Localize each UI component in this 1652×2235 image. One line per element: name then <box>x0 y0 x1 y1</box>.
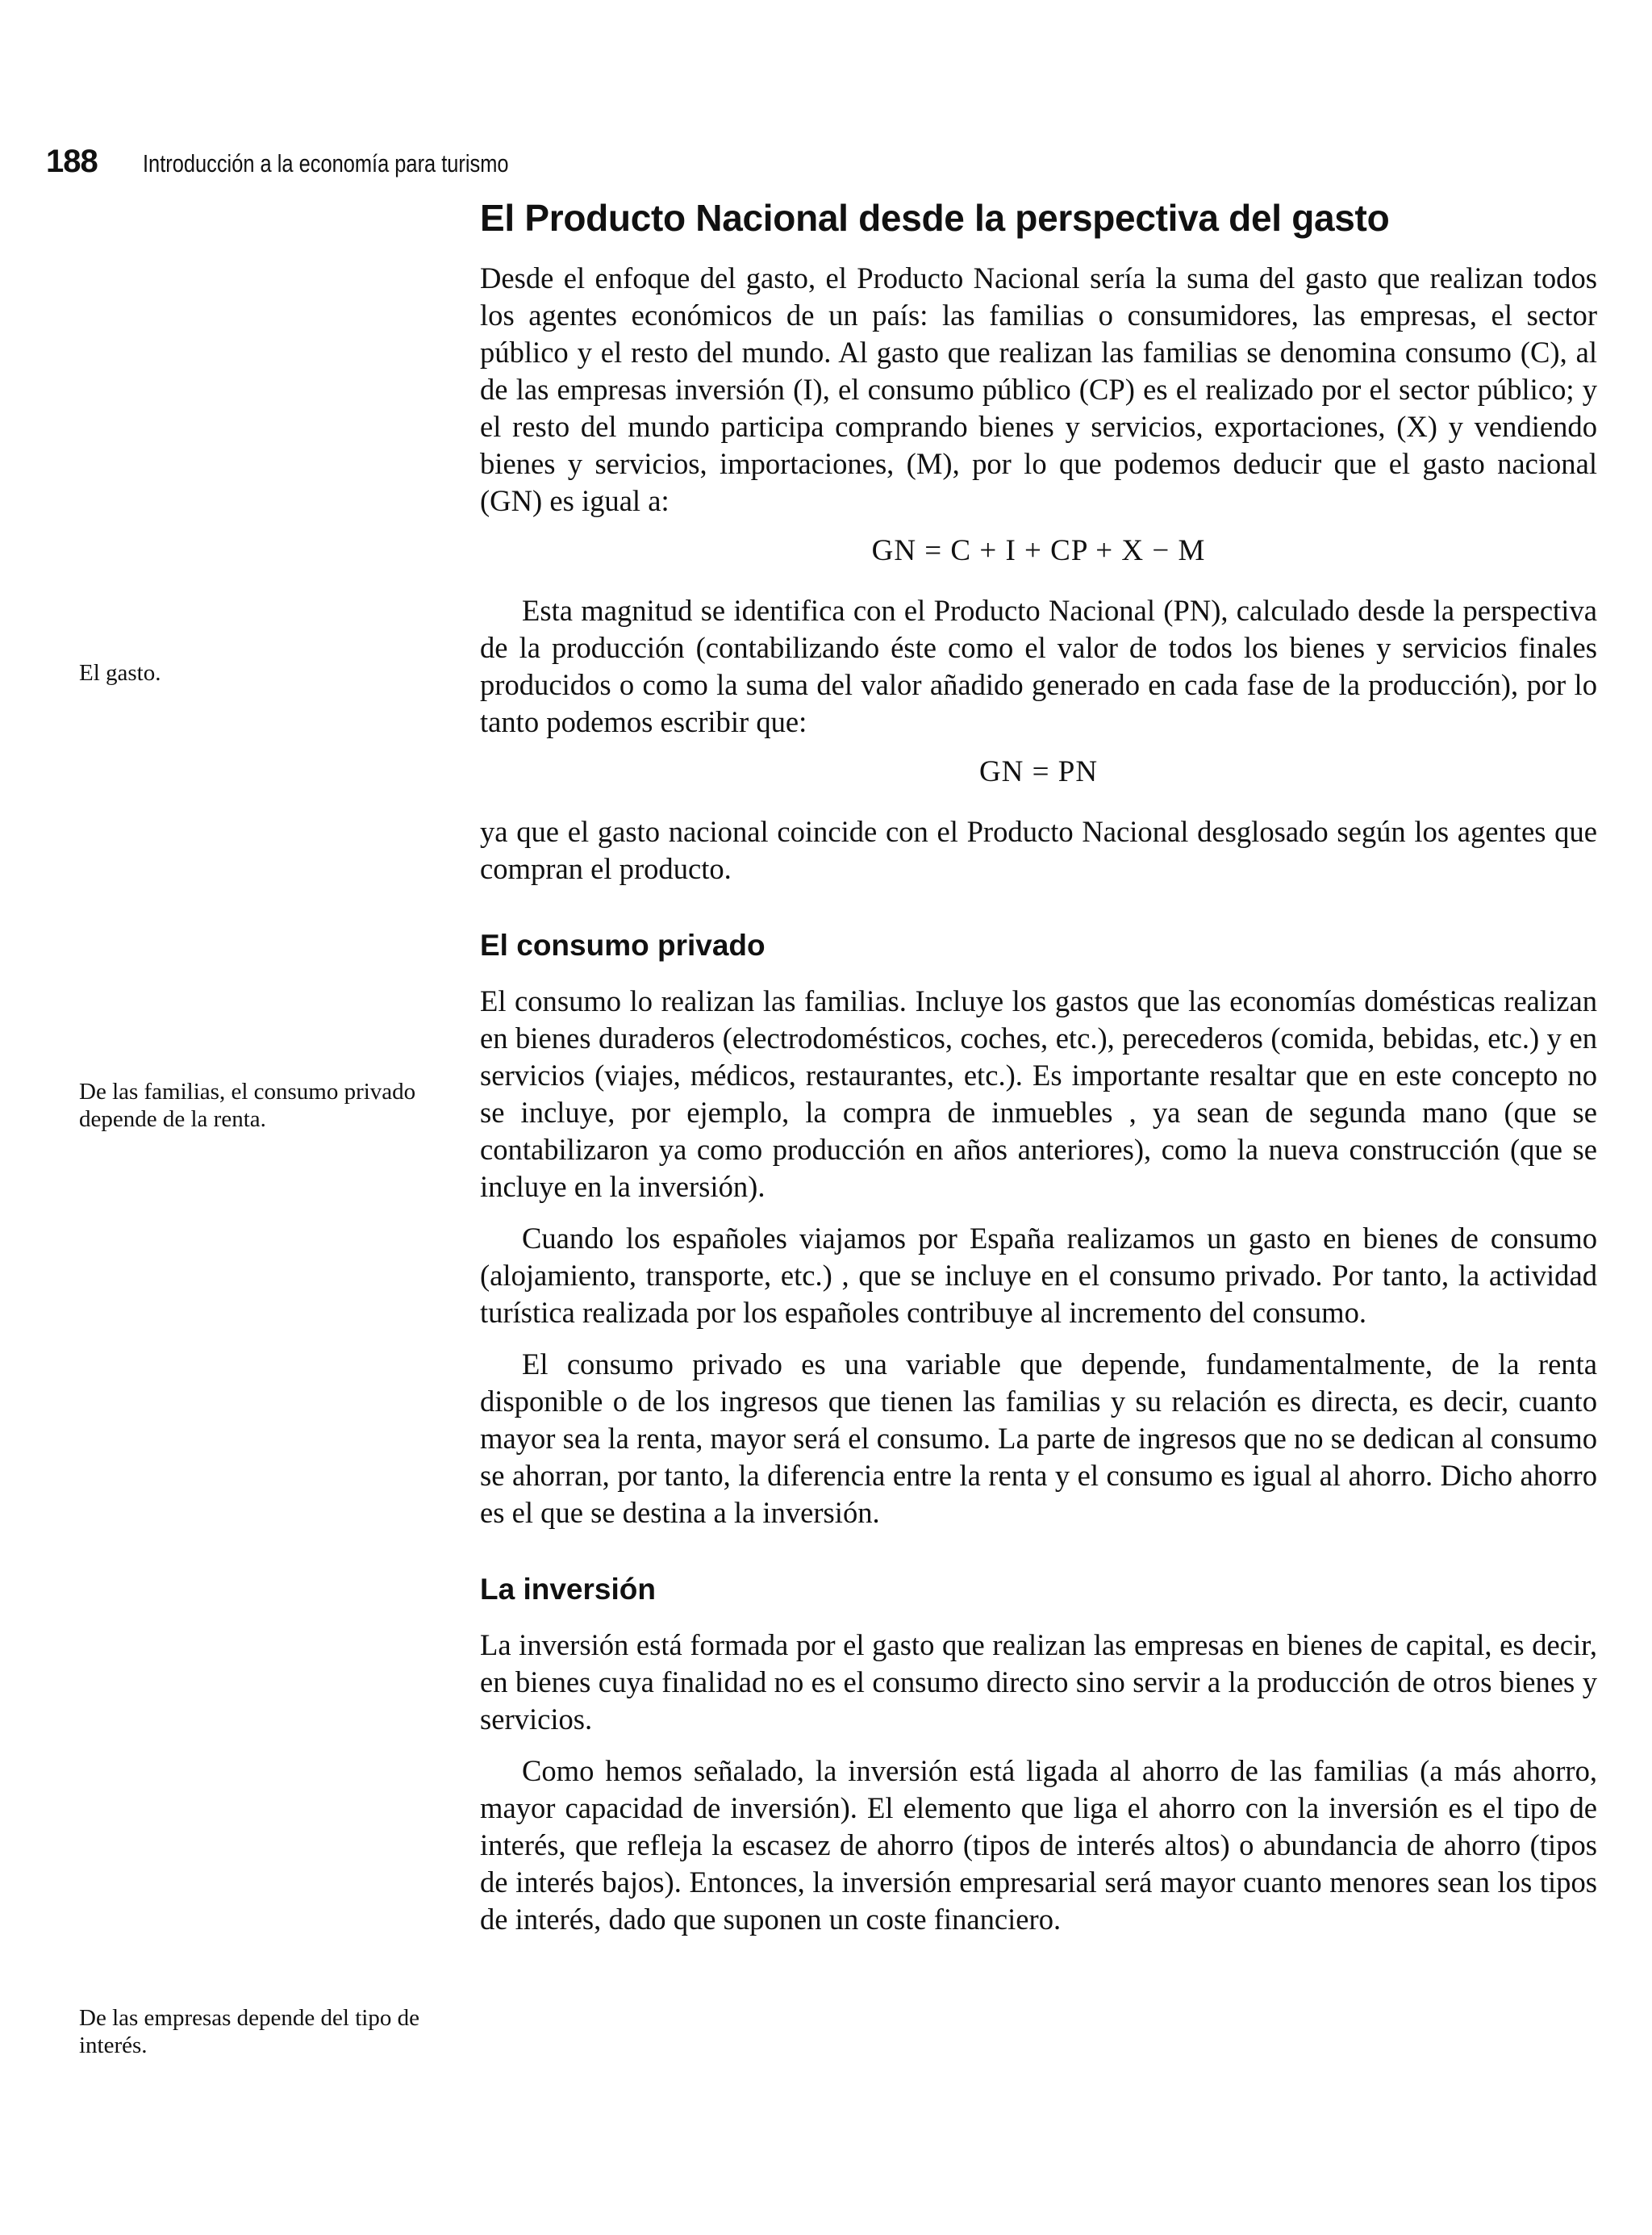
subsection-title-consumo: El consumo privado <box>480 929 766 962</box>
margin-note-inversion: De las empresas depende del tipo de interés. <box>79 2005 419 2058</box>
main-text-column <box>480 194 1597 1938</box>
paragraph-producto-nacional: Esta magnitud se identifica con el Producto Nacional (PN), calculado desde la perspectiva de la producción (contabilizando éste como el valor de todos los bienes y servicios finales producidos o como la suma del valor añadido generado en cada fase de la producción), por lo tanto podemos escribir que: <box>480 594 1597 738</box>
paragraph-consumo-3: El consumo privado es una variable que depende, fundamentalmente, de la renta disponible o de los ingresos que tienen las familias y su relación es directa, es decir, cuanto mayor sea la renta, mayor será el consumo. La parte de ingresos que no se dedican al consumo se ahorran, por tanto, la diferencia entre la renta y el consumo es igual al ahorro. Dicho ahorro es el que se destina a la inversión. <box>480 1347 1597 1529</box>
paragraph-consumo-1: El consumo lo realizan las familias. Incluye los gastos que las economías domésticas realizan en bienes duraderos (electrodomésticos, coches, etc.), perecederos (comida, bebidas, etc.) y en servicios (viajes, médicos, restaurantes, etc.). Es importante resaltar que en este concepto no se incluye, por ejemplo, la compra de inmuebles , ya sean de segunda mano (que se contabilizaron ya como producción en años anteriores), como la nueva construcción (que se incluye en la inversión). <box>480 984 1597 1203</box>
section-title: El Producto Nacional desde la perspectiva del gasto <box>480 197 1390 239</box>
running-header <box>46 144 589 181</box>
equation-gasto-nacional: GN = C + I + CP + X − M <box>871 534 1206 567</box>
equation-gn-pn: GN = PN <box>978 755 1099 788</box>
margin-note-consumo: De las familias, el consumo privado depende de la renta. <box>79 1079 416 1132</box>
page-number: 188 <box>46 144 98 179</box>
paragraph-inversion-1: La inversión está formada por el gasto que realizan las empresas en bienes de capital, es decir, en bienes cuya finalidad no es el consumo directo sino servir a la producción de otros bienes y servicios. <box>480 1628 1597 1736</box>
subsection-title-inversion: La inversión <box>480 1573 656 1606</box>
paragraph-consumo-2: Cuando los españoles viajamos por España realizamos un gasto en bienes de consumo (alojamiento, transporte, etc.) , que se incluye en el consumo privado. Por tanto, la actividad turística realizada por los españoles contribuye al incremento del consumo. <box>480 1222 1597 1329</box>
paragraph-gasto-intro: Desde el enfoque del gasto, el Producto Nacional sería la suma del gasto que realizan todos los agentes económicos de un país: las familias o consumidores, las empresas, el sector público y el resto del mundo. Al gasto que realizan las familias se denomina consumo (C), al de las empresas inversión (I), el consumo público (CP) es el realizado por el sector público; y el resto del mundo participa comprando bienes y servicios, exportaciones, (X) y vendiendo bienes y servicios, importaciones, (M), por lo que podemos deducir que el gasto nacional (GN) es igual a: <box>480 261 1597 517</box>
running-header-title: Introducción a la economía para turismo <box>142 149 509 178</box>
margin-note-gasto: El gasto. <box>79 660 161 686</box>
paragraph-inversion-2: Como hemos señalado, la inversión está ligada al ahorro de las familias (a más ahorro, mayor capacidad de inversión). El elemento que liga el ahorro con la inversión es el tipo de interés, que refleja la escasez de ahorro (tipos de interés altos) o abundancia de ahorro (tipos de interés bajos). Entonces, la inversión empresarial será mayor cuanto menores sean los tipos de interés, dado que suponen un coste financiero. <box>480 1754 1597 1936</box>
paragraph-gasto-conclusion: ya que el gasto nacional coincide con el Producto Nacional desglosado según los agentes que compran el producto. <box>480 815 1597 885</box>
